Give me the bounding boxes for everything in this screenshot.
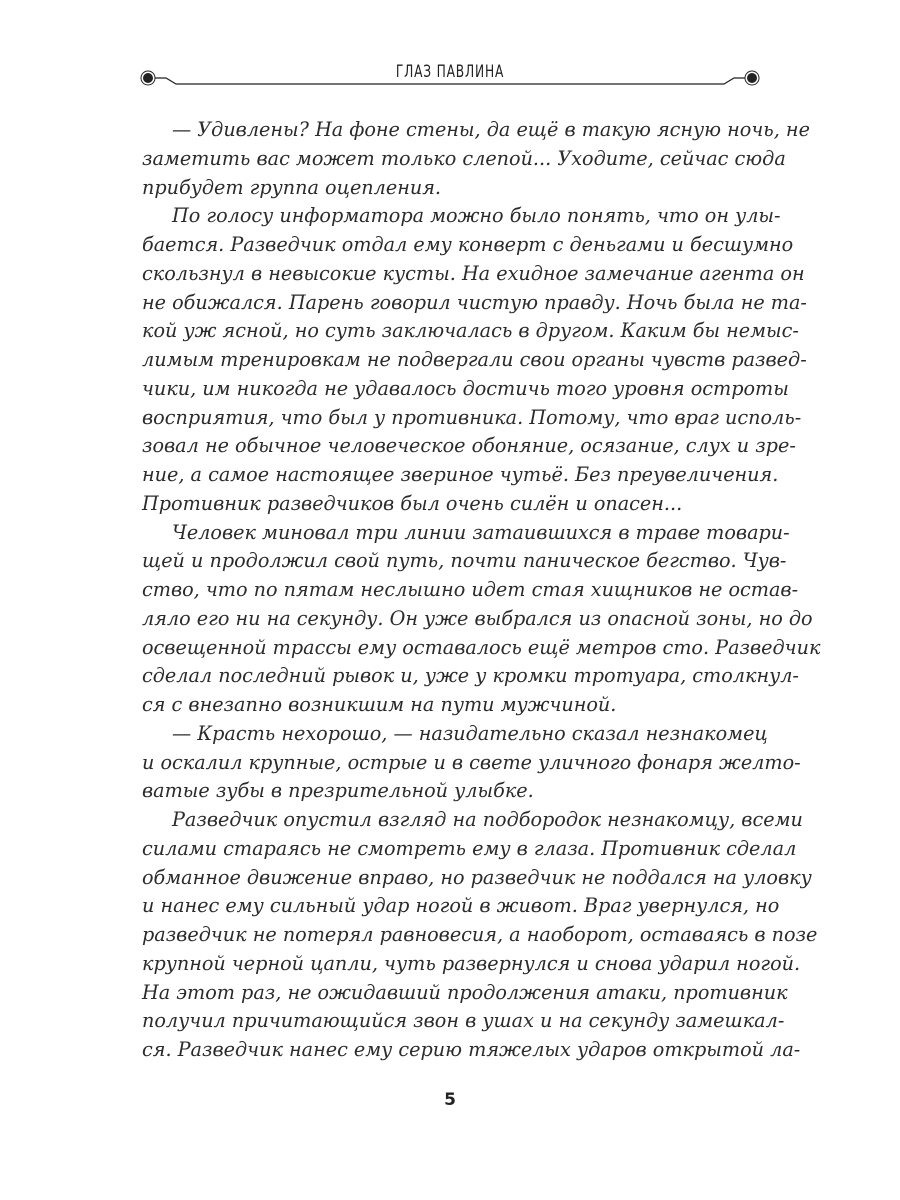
text-line: лимым тренировкам не подвергали свои органы чувств развед-: [142, 348, 807, 371]
text-line: разведчик не потерял равновесия, а наоборот, оставаясь в позе: [142, 923, 818, 946]
text-line: сделал последний рывок и, уже у кромки тротуара, столкнул-: [142, 664, 799, 688]
text-line: ство, что по пятам неслышно идет стая хищников не остав-: [142, 578, 799, 601]
text-line: щей и продолжил свой путь, почти паническое бегство. Чув-: [142, 549, 787, 573]
paragraph: [142, 202, 807, 518]
paragraph: [142, 806, 818, 1065]
text-line: скользнул в невысокие кусты. На ехидное замечание агента он: [142, 261, 805, 285]
text-line: ся. Разведчик нанес ему серию тяжелых ударов открытой ла-: [142, 1038, 801, 1061]
text-line: кой уж ясной, но суть заключалась в другом. Каким бы немыс-: [142, 319, 799, 343]
text-line: крупной черной цапли, чуть развернулся и снова ударил ногой.: [142, 951, 801, 975]
text-line: ся с внезапно возникшим на пути мужчиной.: [142, 693, 617, 716]
text-line: освещенной трассы ему оставалось ещё метров сто. Разведчик: [142, 635, 821, 659]
body-text: [142, 116, 821, 1065]
book-title: ГЛАЗ ПАВЛИНА: [395, 62, 505, 82]
text-line: прибудет группа оцепления.: [142, 175, 442, 199]
text-line: ватые зубы в презрительной улыбке.: [142, 779, 534, 803]
text-line: получил причитающийся звон в ушах и на секунду замешкал-: [142, 1009, 785, 1033]
text-line: бается. Разведчик отдал ему конверт с деньгами и бесшумно: [142, 233, 794, 256]
running-header: [140, 62, 760, 92]
text-line: обманное движение вправо, но разведчик не поддался на уловку: [142, 865, 812, 889]
paragraph: [142, 519, 821, 720]
text-line: Человек миновал три линии затаившихся в траве товари-: [172, 520, 790, 544]
paragraph: [142, 720, 801, 806]
text-line: восприятия, что был у противника. Потому, что враг исполь-: [142, 405, 802, 429]
text-line: и оскалил крупные, острые и в свете уличного фонаря желто-: [142, 750, 801, 774]
text-line: не обижался. Парень говорил чистую правду. Ночь была не та-: [142, 290, 807, 314]
text-line: Противник разведчиков был очень силён и опасен...: [142, 491, 683, 515]
text-line: и нанес ему сильный удар ногой в живот. Враг увернулся, но: [142, 894, 780, 918]
text-line: По голосу информатора можно было понять, что он улы-: [172, 204, 781, 228]
paragraph: [142, 116, 810, 202]
text-line: — Красть нехорошо, — назидательно сказал незнакомец: [172, 721, 768, 745]
text-line: силами стараясь не смотреть ему в глаза. Противник сделал: [142, 836, 797, 860]
text-line: ляло его ни на секунду. Он уже выбрался из опасной зоны, но до: [142, 606, 813, 630]
text-line: заметить вас может только слепой... Уходите, сейчас сюда: [142, 146, 786, 170]
text-line: Разведчик опустил взгляд на подбородок незнакомцу, всеми: [172, 808, 803, 831]
text-line: чики, им никогда не удавалось достичь того уровня остроты: [142, 376, 789, 400]
text-line: На этот раз, не ожидавший продолжения атаки, противник: [142, 980, 788, 1004]
text-line: ние, а самое настоящее звериное чутьё. Без преувеличения.: [142, 463, 779, 486]
text-line: зовал не обычное человеческое обоняние, осязание, слух и зре-: [142, 434, 796, 458]
page-number: 5: [444, 1090, 456, 1110]
text-line: — Удивлены? На фоне стены, да ещё в такую ясную ночь, не: [172, 118, 810, 141]
